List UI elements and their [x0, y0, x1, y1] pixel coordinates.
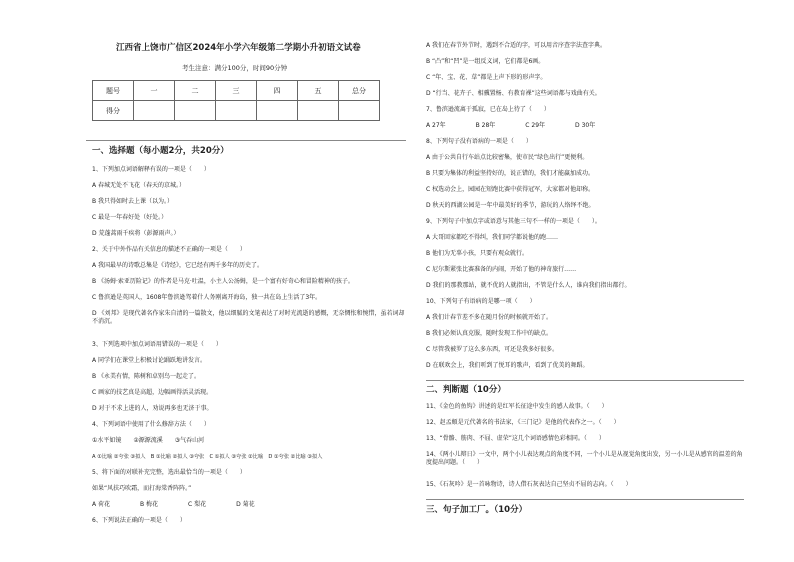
question-line: 12、赵孟頫是元代著名的书法家，《三门记》是他的代表作之一。（ ）	[426, 419, 620, 426]
table-row-label: 得分	[93, 101, 134, 121]
question-line: B 《永美有情，陈树和卓别鸟一起走了。	[92, 373, 201, 380]
question-line: A 荷花 B 梅花 C 梨花 D 菊花	[92, 501, 255, 508]
section-divider	[426, 499, 744, 500]
question-line: A 大哥回家都吃不得纠，我们同学都说他的跑……	[426, 234, 559, 241]
question-line: C 尽管我被罗了这么多东西，可还是我多好很多。	[426, 346, 559, 353]
section-divider	[86, 140, 406, 141]
section-1-title: 一、选择题（每小题2分，共20分）	[92, 146, 229, 156]
score-cell	[216, 101, 257, 121]
table-header-cell: 五	[298, 81, 339, 101]
right-column	[426, 0, 744, 562]
question-line: D “行当、花卉子、相骥置杨、有教育裸”这些词语都与戏曲有关。	[426, 90, 601, 97]
question-line: B 只要为集体的利益坚持好的，说正错的，我们才能赢加成功。	[426, 170, 595, 177]
question-line: A 同学们在课堂上积极讨论踊跃地讲发言。	[92, 357, 207, 364]
question-line: 7、鲁滨逊流离于孤寂，已在岛上待了（ ）	[426, 106, 550, 113]
question-line: 9、下列句子中加点字或语意与其他三句不一样的一项是（ ）。	[426, 218, 601, 225]
question-line: D 我们的那教那站，就不优的人就指出，不管是什么人，谁向我们指出都行。	[426, 282, 631, 289]
question-line: A 27年 B 28年 C 29年 D 30年	[426, 122, 596, 129]
question-line: ①水平如镜 ②源源流溪 ③气吞山河	[92, 437, 205, 444]
question-line: A 我们计春节差不多在随月份的时候就开始了。	[426, 314, 553, 321]
table-header-cell: 三	[216, 81, 257, 101]
table-header-cell: 题号	[93, 81, 134, 101]
score-cell	[298, 101, 339, 121]
question-line: 10、下列句子有语病的是哪一项（ ）	[426, 298, 536, 305]
paper-title: 江西省上饶市广信区2024年小学六年级第二学期小升初语文试卷	[116, 43, 361, 53]
table-header-cell: 一	[134, 81, 175, 101]
question-line: 6、下列说法正确的一项是（ ）	[92, 517, 186, 524]
question-line: C 权选动会上，园园在短跑比赛中获得冠军，大家都对他却称。	[426, 186, 595, 193]
table-header-cell: 总分	[339, 81, 380, 101]
question-line: C “年、宝、花、草”都是上声下形的形声字。	[426, 74, 547, 81]
question-line: A 由于公共自行车站点比较密集，使市民“绿色出行”更便利。	[426, 154, 589, 161]
question-line: 4、下列词语中使用了什么修辞方法（ ）	[92, 421, 210, 428]
question-line: A 我国最早的诗歌总集是《诗经》，它已经有两千多年的历史了。	[92, 262, 264, 269]
score-cell	[175, 101, 216, 121]
question-line: B 他们为无辜小孩，只要有观众就行。	[426, 250, 529, 257]
question-line: A 我们在春节外节时，遇到不合适的字，可以用音序查字法查字典。	[426, 42, 607, 49]
question-line: 15、《石灰吟》是一首咏物诗，诗人借石灰表达自己坚贞不屈的志向。（ ）	[426, 481, 632, 488]
question-line: D 秋天的西湖公园是一年中最美好的季节，游玩的人络绎不绝。	[426, 202, 595, 209]
section-divider	[426, 380, 744, 381]
question-line: C 尼尔斯紧张比赛准备的内闹，开始了他的神奇旅行……	[426, 266, 577, 273]
question-line: B 《汤姆·索亚历险记》的作者是马克·吐温，小主人公汤姆，是一个富有好奇心和冒险精神的孩子。	[92, 278, 354, 285]
question-line: B “凸”和“凹”是一组反义词，它们都是6画。	[426, 58, 545, 65]
question-line: 11、《金色的鱼钩》讲述的是红军长征途中发生的感人故事。（ ）	[426, 403, 608, 410]
question-line: 13、“骨骼、筋肉、不屈、虚荣”这几个词语感情色彩相同。（ ）	[426, 435, 605, 442]
score-cell	[257, 101, 298, 121]
question-line: D 在联欢会上，我们听到了悦耳的歌声，看到了优美的舞蹈。	[426, 362, 589, 369]
section-3-title: 三、句子加工厂。（10分）	[426, 505, 528, 515]
question-line: C 鲁滨逊是英国人，1608年鲁滨逊驾着什人务刚离开海岛，独一共在岛上生活了3年。	[92, 294, 322, 301]
question-line: 14、《两小儿辩日》一文中，两个小儿表达观点的角度不同，一个小儿是从视觉角度出发，另一小儿是从感官的温差的角度提出问题。（ ）	[426, 451, 743, 466]
question-line: 如果“风扶巧吹霜，而打海棠香阵阵。”	[92, 485, 192, 492]
question-line: D 荒蓬蒿雨千疾将（彭源雨声。）	[92, 230, 180, 237]
table-header-cell: 二	[175, 81, 216, 101]
score-table-header-row	[93, 81, 380, 101]
question-line: B 我只得如时去上课（以为。）	[92, 198, 174, 205]
question-line: D 对于不求上进的人，劝说再多也无济于事。	[92, 405, 213, 412]
score-cell	[339, 101, 380, 121]
table-header-cell: 四	[257, 81, 298, 101]
left-column	[86, 0, 406, 562]
score-cell	[134, 101, 175, 121]
question-line: C 画家的技艺真是高超，边幅画得活灵活现。	[92, 389, 213, 396]
question-line: A ①比喻 ②夸张 ③拟人 B ①比喻 ②拟人 ③夸张 C ①拟人 ③夸张 ②比喻 D ①夸张 ②比喻 ③拟人	[92, 454, 323, 460]
question-line: 2、关于中外作品有关信息的描述不正确的一项是（ ）	[92, 246, 246, 253]
question-line: 3、下列选项中加点词语用错误的一项是（ ）	[92, 341, 222, 348]
score-table-score-row	[93, 101, 380, 121]
question-line: D 《刘邦》是现代著名作家朱自清的一篇散文，他以细腻的文笔表达了对时光流逝的感慨，无奈惆怅和惋惜，虽若词却不消沉。	[92, 310, 405, 325]
question-line: B 我们必须认真克服，随时发现工作中的缺点。	[426, 330, 553, 337]
question-line: 1、下列加点词语解释有误的一项是（ ）	[92, 166, 210, 173]
score-table	[92, 80, 380, 121]
section-2-title: 二、判断题（10分）	[426, 385, 506, 395]
question-line: A 春城无处不飞花（春天的京城。）	[92, 182, 186, 189]
question-line: 8、下列句子没有语病的一项是（ ）	[426, 138, 532, 145]
exam-notice: 考生注意：满分100分，时间90分钟	[182, 64, 288, 72]
question-line: 5、将下面的对联补充完整，选出最恰当的一项是（ ）	[92, 469, 246, 476]
question-line: C 最是一年春好处（好处。）	[92, 214, 168, 221]
